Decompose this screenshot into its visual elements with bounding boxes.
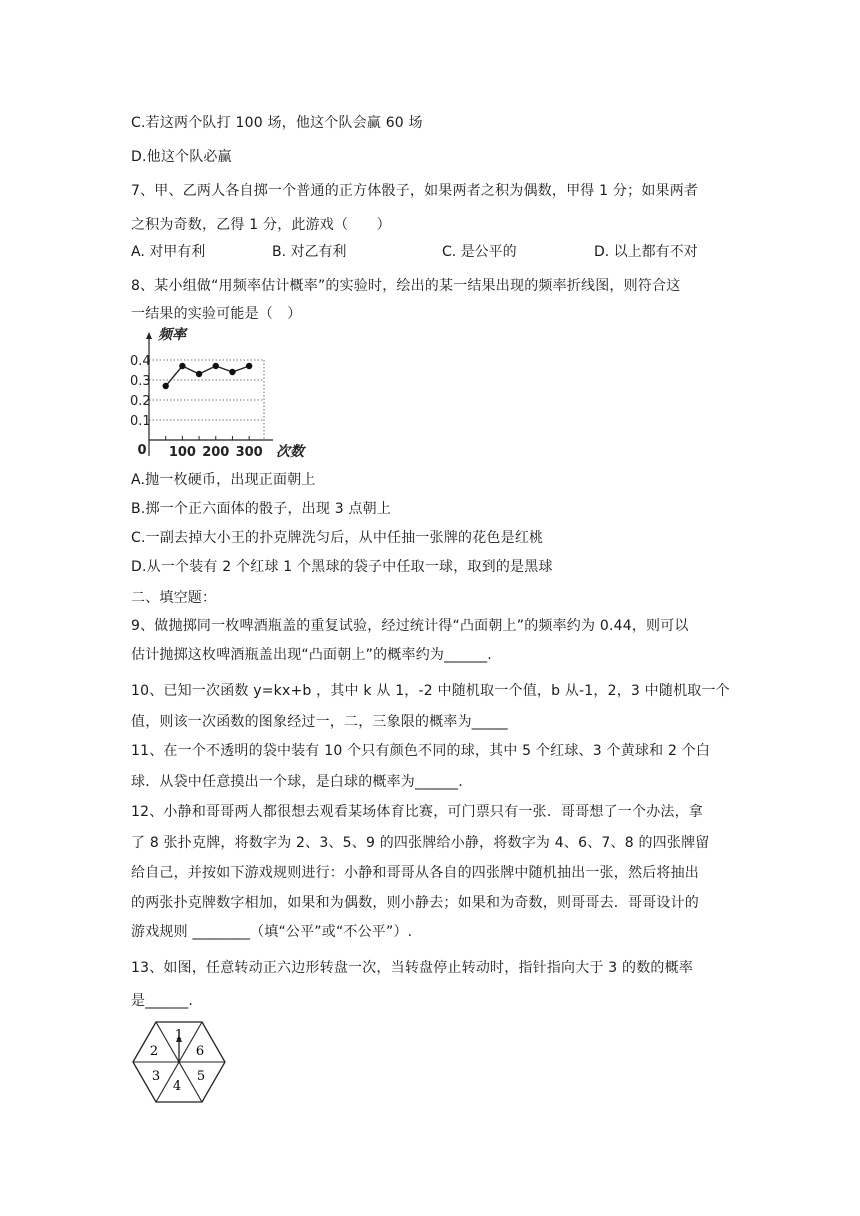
q7-text-line1: 7、甲、乙两人各自掷一个普通的正方体骰子，如果两者之积为偶数，甲得 1 分；如果两者 [131, 183, 699, 199]
hexagon-spinner [128, 1016, 238, 1108]
data-point [162, 383, 168, 389]
q12-text-line4: 的两张扑克牌数字相加，如果和为偶数，则小静去；如果和为奇数，则哥哥去．哥哥设计的 [131, 895, 699, 911]
q8-option-c: C.一副去掉大小王的扑克牌洗匀后，从中任抽一张牌的花色是红桃 [131, 530, 544, 546]
q11-text-line1: 11、在一个不透明的袋中装有 10 个只有颜色不同的球，其中 5 个红球、3 个黄球和 2 个白 [131, 743, 711, 759]
q8-option-d: D.从一个装有 2 个红球 1 个黑球的袋子中任取一球，取到的是黑球 [131, 559, 553, 575]
q12-text-line5: 游戏规则 ________（填“公平”或“不公平”）. [131, 924, 413, 940]
q7-option-d: D. 以上都有不对 [594, 244, 698, 260]
y-tick-label: 0.3 [130, 374, 151, 389]
q6-option-c: C.若这两个队打 100 场，他这个队会赢 60 场 [131, 115, 423, 131]
q7-option-c: C. 是公平的 [442, 244, 517, 260]
spinner-number: 5 [196, 1069, 206, 1084]
data-point [196, 371, 202, 377]
q8-option-b: B.掷一个正六面体的骰子，出现 3 点朝上 [131, 501, 392, 517]
spinner-number: 4 [172, 1079, 182, 1094]
q8-option-a: A.抛一枚硬币，出现正面朝上 [131, 472, 316, 488]
q13-text-line1: 13、如图，任意转动正六边形转盘一次，当转盘停止转动时，指针指向大于 3 的数的概率 [131, 960, 694, 976]
origin-label: 0 [137, 443, 147, 458]
q10-text-line1: 10、已知一次函数 y=kx+b ，其中 k 从 1，-2 中随机取一个值，b 从-1，2，3 中随机取一个 [131, 683, 730, 699]
q12-text-line1: 12、小静和哥哥两人都很想去观看某场体育比赛，可门票只有一张．哥哥想了一个办法，拿 [131, 804, 704, 820]
q8-text-line1: 8、某小组做“用频率估计概率”的实验时，绘出的某一结果出现的频率折线图，则符合这 [131, 278, 681, 294]
x-tick-label: 100 [168, 445, 196, 460]
x-axis-label: 次数 [276, 444, 304, 460]
data-point [246, 363, 252, 369]
q7-text-line2: 之积为奇数，乙得 1 分，此游戏（ ） [131, 217, 391, 233]
q7-option-a: A. 对甲有利 [131, 244, 206, 260]
q6-option-d: D.他这个队必赢 [131, 149, 232, 165]
y-tick-label: 0.1 [130, 414, 151, 429]
frequency-line-chart [128, 323, 308, 463]
spinner-number: 6 [195, 1044, 205, 1059]
data-point [229, 369, 235, 375]
q12-text-line2: 了 8 张扑克牌，将数字为 2、3、5、9 的四张牌给小静，将数字为 4、6、7、8 的四张牌留 [131, 835, 710, 851]
q13-text-line2: 是______. [131, 993, 194, 1009]
x-tick-label: 200 [202, 445, 230, 460]
q10-text-line2: 值，则该一次函数的图象经过一，二，三象限的概率为_____ [131, 714, 508, 730]
spinner-number: 2 [149, 1044, 159, 1059]
x-tick-label: 300 [235, 445, 263, 460]
data-point [213, 363, 219, 369]
spinner-number: 1 [174, 1028, 184, 1043]
section-heading-fill-blank: 二、填空题： [131, 590, 217, 606]
spinner-number: 3 [151, 1069, 161, 1084]
q9-text-line2: 估计抛掷这枚啤酒瓶盖出现“凸面朝上”的概率约为______. [131, 647, 492, 663]
q7-option-b: B. 对乙有利 [272, 244, 347, 260]
y-axis-arrow [146, 332, 152, 339]
q12-text-line3: 给自己，并按如下游戏规则进行：小静和哥哥从各自的四张牌中随机抽出一张，然后将抽出 [131, 865, 699, 881]
q9-text-line1: 9、做抛掷同一枚啤酒瓶盖的重复试验，经过统计得“凸面朝上”的频率约为 0.44，则可以 [131, 618, 689, 634]
q8-text-line2: 一结果的实验可能是（ ） [131, 306, 302, 322]
q11-text-line2: 球．从袋中任意摸出一个球，是白球的概率为______. [131, 774, 463, 790]
y-axis-label: 频率 [158, 327, 186, 343]
series-line [166, 366, 249, 386]
data-point [179, 363, 185, 369]
y-tick-label: 0.2 [130, 394, 151, 409]
y-tick-label: 0.4 [130, 354, 151, 369]
